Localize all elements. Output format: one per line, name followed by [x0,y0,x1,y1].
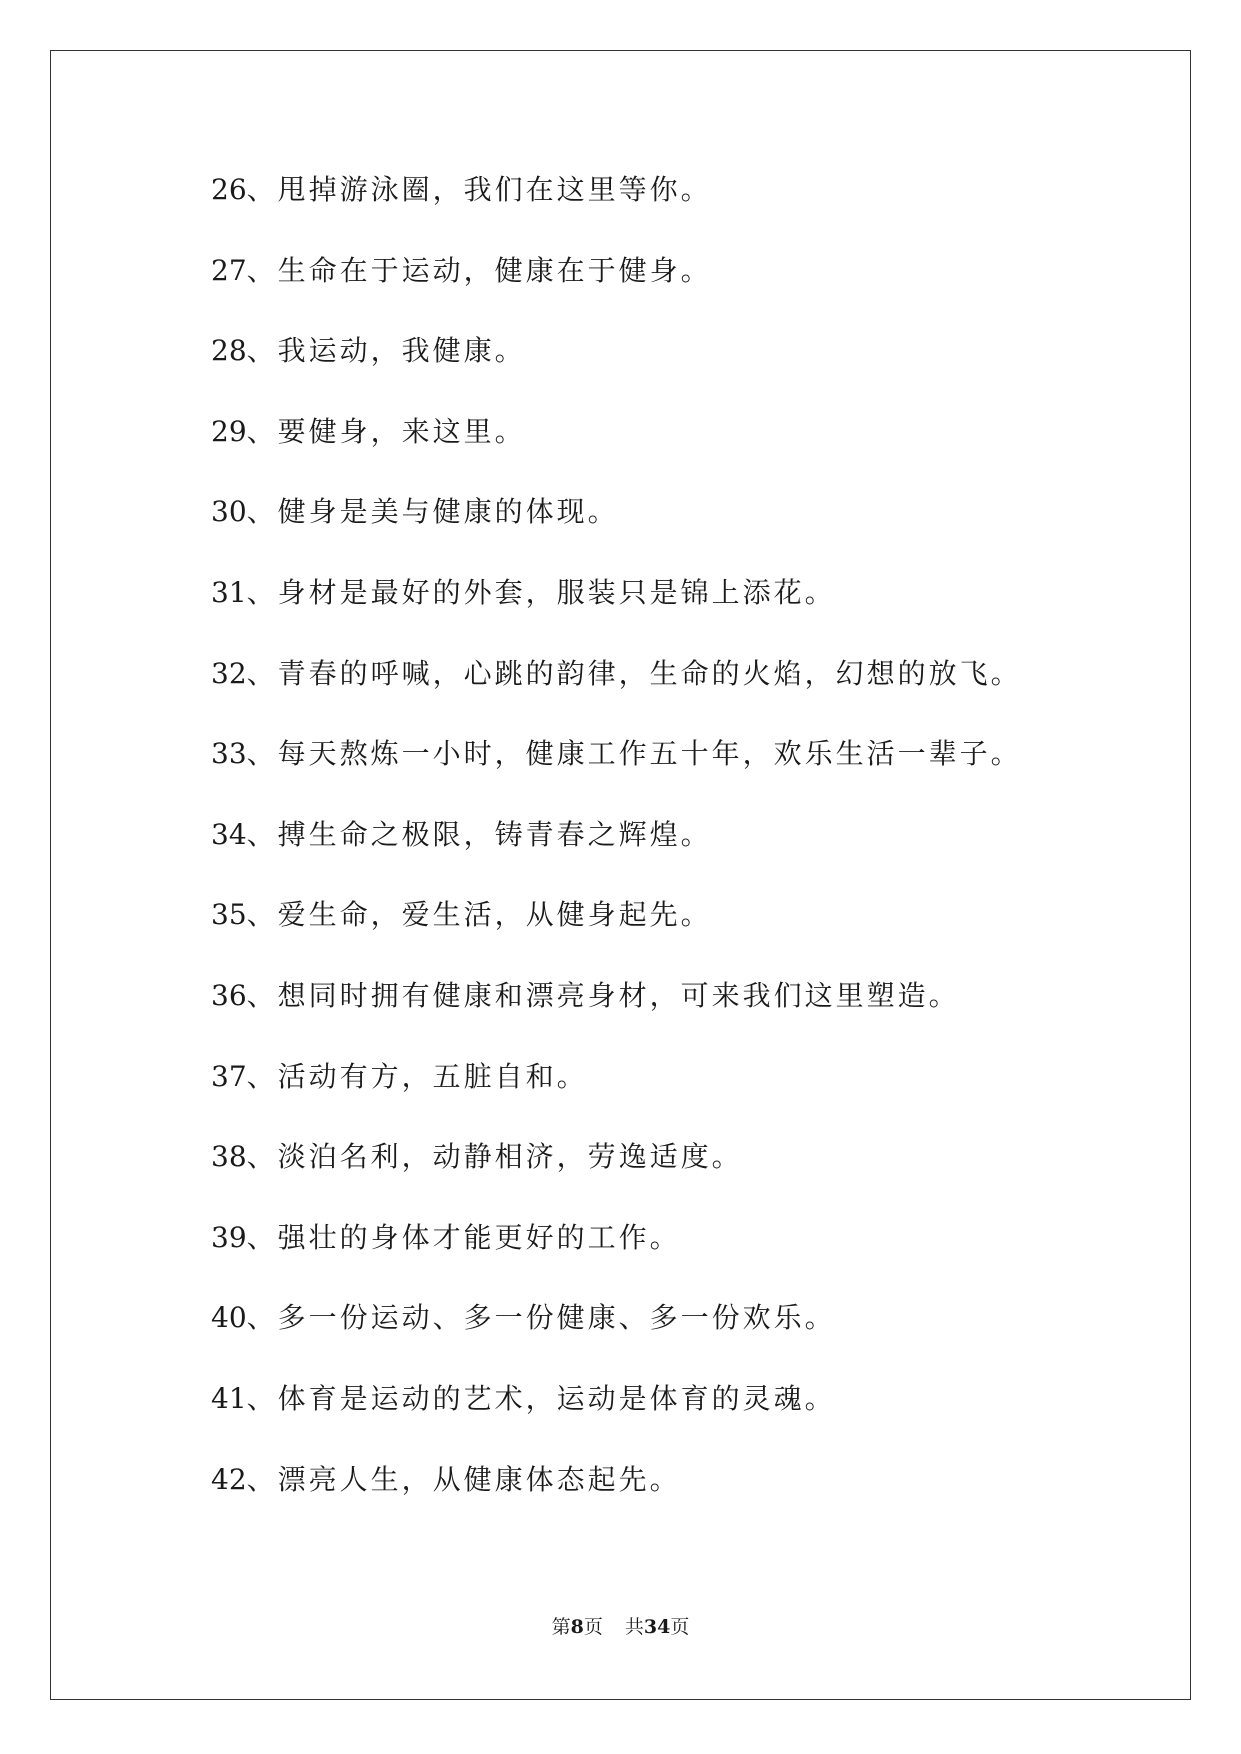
item-number: 42 [211,1462,247,1496]
item-text: 、体育是运动的艺术，运动是体育的灵魂。 [246,1381,836,1415]
list-item [211,895,1171,976]
item-text: 、甩掉游泳圈，我们在这里等你。 [246,173,712,206]
item-text: 、身材是最好的外套，服装只是锦上添花。 [246,575,836,609]
list-item [211,1379,1171,1460]
item-text: 、强壮的身体才能更好的工作。 [246,1220,681,1254]
page-suffix: 页 [583,1616,603,1638]
list-item [211,492,1171,573]
total-suffix: 页 [670,1616,690,1638]
item-text: 、淡泊名利，动静相济，劳逸适度。 [246,1140,743,1174]
item-text: 、青春的呼喊，心跳的韵律，生命的火焰，幻想的放飞。 [246,656,1022,690]
total-prefix: 共 [624,1616,644,1638]
list-item [211,170,1171,251]
item-number: 30 [211,495,247,529]
current-page-number: 8 [570,1616,584,1638]
list-item [211,1460,1171,1541]
item-number: 32 [211,656,247,690]
item-number: 33 [211,737,247,771]
list-item [211,412,1171,493]
item-text: 、每天熬炼一小时，健康工作五十年，欢乐生活一辈子。 [246,737,1022,771]
item-number: 35 [211,898,247,932]
item-text: 、健身是美与健康的体现。 [246,495,619,529]
item-number: 27 [211,253,247,287]
item-number: 36 [211,978,247,1012]
item-text: 、我运动，我健康。 [246,334,526,368]
total-page-number: 34 [643,1616,671,1638]
item-text: 、活动有方，五脏自和。 [246,1059,588,1093]
item-number: 37 [211,1059,247,1093]
list-item [211,1298,1171,1379]
list-item [211,573,1171,654]
item-text: 、要健身，来这里。 [246,414,526,448]
list-item [211,331,1171,412]
item-text: 、漂亮人生，从健康体态起先。 [246,1462,681,1496]
item-number: 41 [211,1381,247,1415]
list-item [211,1137,1171,1218]
item-number: 40 [211,1301,247,1335]
item-number: 34 [211,817,247,851]
item-text: 、想同时拥有健康和漂亮身材，可来我们这里塑造。 [246,978,960,1012]
list-item [211,815,1171,896]
item-text: 、搏生命之极限，铸青春之辉煌。 [246,817,712,851]
list-item [211,734,1171,815]
item-text: 、爱生命，爱生活，从健身起先。 [246,898,712,932]
list-item [211,1218,1171,1299]
item-number: 39 [211,1220,247,1254]
item-number: 28 [211,334,247,368]
item-number: 31 [211,575,247,609]
item-number: 26 [211,173,247,206]
list-item [211,654,1171,735]
slogan-list [211,170,1171,1540]
item-text: 、生命在于运动，健康在于健身。 [246,253,712,287]
page-footer [0,1615,1241,1639]
list-item [211,976,1171,1057]
item-number: 29 [211,414,247,448]
item-text: 、多一份运动、多一份健康、多一份欢乐。 [246,1301,836,1335]
page-prefix: 第 [551,1616,571,1638]
list-item [211,251,1171,332]
item-number: 38 [211,1140,247,1174]
list-item [211,1057,1171,1138]
